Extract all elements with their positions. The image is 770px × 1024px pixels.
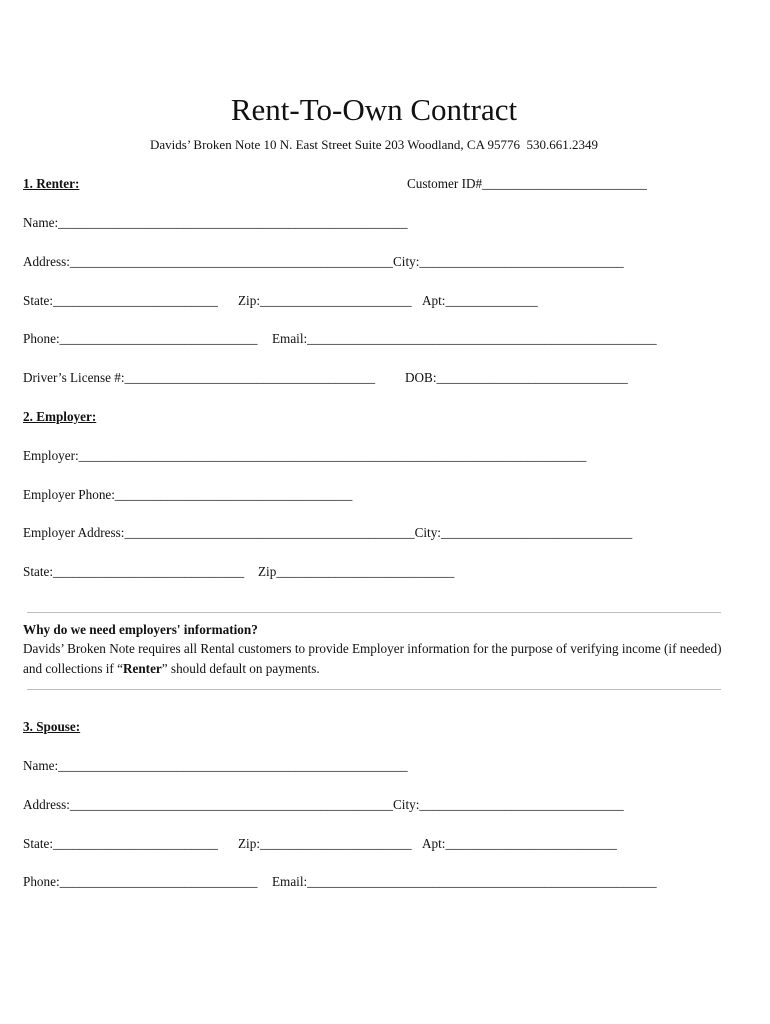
page-title: Rent-To-Own Contract (230, 92, 518, 127)
renter-phone-field[interactable]: Phone:______________________________ (23, 331, 258, 346)
renter-email-field[interactable]: Email:_____________________________________________________ (272, 331, 657, 346)
info-text-2: ” should default on payments. (161, 661, 320, 676)
info-question: Why do we need employers' information? (23, 622, 258, 637)
renter-zip-field[interactable]: Zip:_______________________ (238, 293, 412, 308)
employer-address-field[interactable]: Employer Address:____________________________________________City:_____________________________ (23, 525, 633, 540)
info-text-1: Davids’ Broken Note requires all Rental customers to provide Employer information for the purpose of verifying income (if needed) and collections if “ (23, 641, 722, 676)
spouse-apt-field[interactable]: Apt:__________________________ (422, 836, 617, 851)
info-paragraph (23, 639, 723, 679)
employer-phone-field[interactable]: Employer Phone:____________________________________ (23, 487, 353, 502)
section-heading-renter: 1. Renter: (23, 176, 80, 191)
spouse-address-field[interactable]: Address:_________________________________________________City:_______________________________ (23, 797, 624, 812)
info-text-renter: Renter (122, 661, 162, 676)
renter-apt-field[interactable]: Apt:______________ (422, 293, 538, 308)
spouse-zip-field[interactable]: Zip:_______________________ (238, 836, 412, 851)
renter-name-field[interactable]: Name:_____________________________________________________ (23, 215, 408, 230)
spouse-name-field[interactable]: Name:_____________________________________________________ (23, 758, 408, 773)
renter-dob-field[interactable]: DOB:_____________________________ (405, 370, 628, 385)
renter-state-field[interactable]: State:_________________________ (23, 293, 218, 308)
section-heading-spouse: 3. Spouse: (23, 719, 81, 734)
spouse-phone-field[interactable]: Phone:______________________________ (23, 874, 258, 889)
employer-zip-field[interactable]: Zip___________________________ (258, 564, 455, 579)
company-address: Davids’ Broken Note 10 N. East Street Suite 203 Woodland, CA 95776 530.661.2349 (149, 137, 599, 152)
renter-address-field[interactable]: Address:_________________________________________________City:_______________________________ (23, 254, 624, 269)
section-heading-employer: 2. Employer: (23, 409, 97, 424)
employer-state-field[interactable]: State:_____________________________ (23, 564, 245, 579)
customer-id-field[interactable]: Customer ID#_________________________ (407, 176, 647, 191)
spouse-email-field[interactable]: Email:_____________________________________________________ (272, 874, 657, 889)
divider-bottom (27, 689, 721, 690)
employer-name-field[interactable]: Employer:_____________________________________________________________________________ (23, 448, 587, 463)
renter-license-field[interactable]: Driver’s License #:______________________________________ (23, 370, 376, 385)
divider-top (27, 612, 721, 613)
spouse-state-field[interactable]: State:_________________________ (23, 836, 218, 851)
